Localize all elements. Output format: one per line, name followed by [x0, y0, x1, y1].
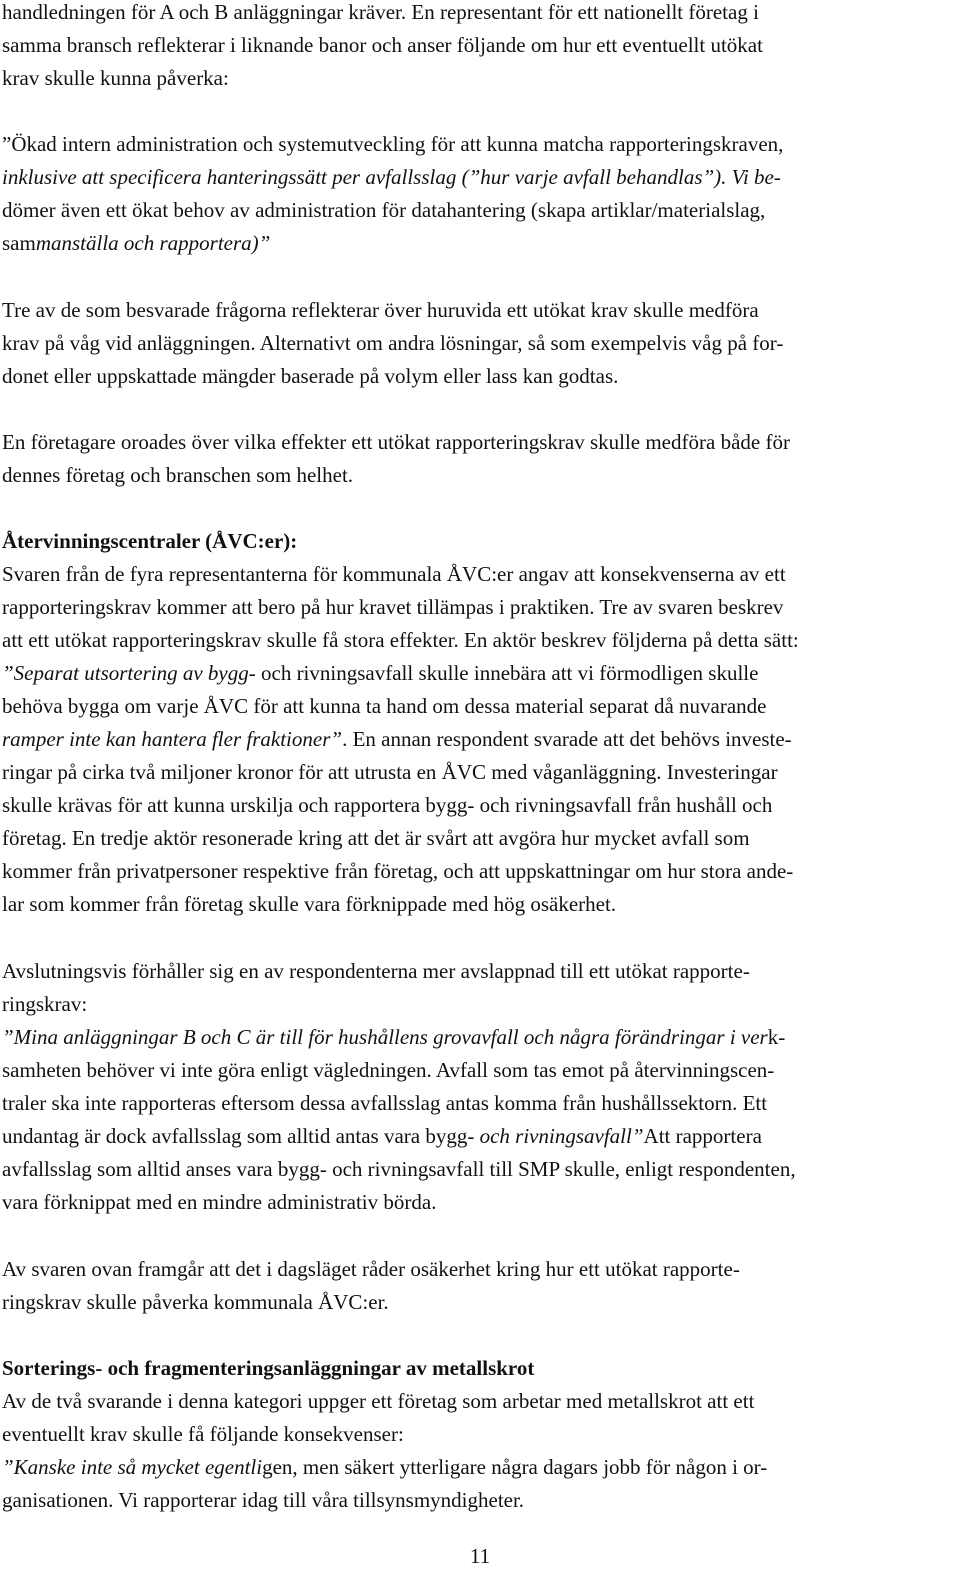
quote-line: inklusive att specificera hanteringssätt per avfallsslag (”hur varje avfall behandlas”). Vi be-	[2, 165, 781, 189]
quote-fragment-italic: manställa och rapportera)”	[35, 231, 271, 255]
text-line: ringskrav skulle påverka kommunala ÅVC:er.	[2, 1290, 389, 1314]
quote-fragment-italic: ”Separat utsortering av bygg	[2, 661, 249, 685]
quote-fragment: gen, men säkert ytterligare några dagars jobb för någon i or-	[262, 1455, 768, 1479]
quote-line: dömer även ett ökat behov av administration för datahantering (skapa artiklar/materialslag,	[2, 198, 766, 222]
quote-line: ”Ökad intern administration och systemutveckling för att kunna matcha rapporteringskraven,	[2, 132, 784, 156]
quote-fragment: undantag är dock avfallsslag som alltid antas vara bygg-	[2, 1124, 480, 1148]
text-line: avfallsslag som alltid anses vara bygg- och rivningsavfall till SMP skulle, enligt respondenten,	[2, 1157, 796, 1181]
text-fragment: Att rapportera	[643, 1124, 762, 1148]
quote-fragment-italic: och rivningsavfall”	[479, 1124, 644, 1148]
quote-fragment-italic: ”Mina anläggningar B och C är till för hushållens grovavfall och några förändringar i ver	[2, 1025, 768, 1049]
text-line: donet eller uppskattade mängder baserade på volym eller lass kan godtas.	[2, 364, 619, 388]
text-line: kommer från privatpersoner respektive från företag, och att uppskattningar om hur stora ande-	[2, 859, 794, 883]
quote-line	[2, 1120, 952, 1152]
text-line: Av svaren ovan framgår att det i dagsläget råder osäkerhet kring hur ett utökat rapporte-	[2, 1257, 740, 1281]
text-line	[2, 723, 952, 755]
quote-fragment-italic: ramper inte kan hantera fler fraktioner”	[2, 727, 343, 751]
quote-line: behöva bygga om varje ÅVC för att kunna ta hand om dessa material separat då nuvarande	[2, 694, 767, 718]
text-line: vara förknippat med en mindre administrativ börda.	[2, 1190, 437, 1214]
quote-line	[2, 1451, 952, 1483]
text-line: dennes företag och branschen som helhet.	[2, 463, 354, 487]
text-line: skulle krävas för att kunna urskilja och rapportera bygg- och rivningsavfall från hushåll och	[2, 793, 773, 817]
quote-line: samheten behöver vi inte göra enligt vägledningen. Avfall som tas emot på återvinningscen-	[2, 1058, 775, 1082]
quote-line: ganisationen. Vi rapporterar idag till våra tillsynsmyndigheter.	[2, 1488, 525, 1512]
text-line: handledningen för A och B anläggningar kräver. En representant för ett nationellt företag i	[2, 0, 759, 24]
text-line: Tre av de som besvarade frågorna reflekterar över huruvida ett utökat krav skulle medföra	[2, 298, 759, 322]
text-line: Avslutningsvis förhåller sig en av respondenterna mer avslappnad till ett utökat rapporte-	[2, 959, 750, 983]
quote-fragment: sam	[2, 231, 36, 255]
quote-fragment: - och rivningsavfall skulle innebära att vi förmodligen skulle	[248, 661, 759, 685]
text-fragment: . En annan respondent svarade att det behövs investe-	[342, 727, 792, 751]
text-line: Av de två svarande i denna kategori uppger ett företag som arbetar med metallskrot att ett	[2, 1389, 755, 1413]
text-line: krav på våg vid anläggningen. Alternativt om andra lösningar, så som exempelvis våg på for-	[2, 331, 784, 355]
text-line: att ett utökat rapporteringskrav skulle få stora effekter. En aktör beskrev följderna på detta sätt:	[2, 628, 799, 652]
quote-line	[2, 227, 952, 259]
text-line: En företagare oroades över vilka effekter ett utökat rapporteringskrav skulle medföra både för	[2, 430, 790, 454]
text-line: rapporteringskrav kommer att bero på hur kravet tillämpas i praktiken. Tre av svaren beskrev	[2, 595, 784, 619]
section-heading: Återvinningscentraler (ÅVC:er):	[2, 529, 298, 553]
quote-line	[2, 1021, 952, 1053]
quote-line: traler ska inte rapporteras eftersom dessa avfallsslag antas komma från hushållssektorn. Ett	[2, 1091, 768, 1115]
text-line: samma bransch reflekterar i liknande banor och anser följande om hur ett eventuellt utökat	[2, 33, 763, 57]
quote-line	[2, 657, 952, 689]
section-heading: Sorterings- och fragmenteringsanläggningar av metallskrot	[2, 1356, 535, 1380]
text-line: ringskrav:	[2, 992, 88, 1016]
text-line: lar som kommer från företag skulle vara förknippade med hög osäkerhet.	[2, 892, 617, 916]
text-line: ringar på cirka två miljoner kronor för att utrusta en ÅVC med våganläggning. Investeringar	[2, 760, 778, 784]
text-line: Svaren från de fyra representanterna för kommunala ÅVC:er angav att konsekvenserna av ett	[2, 562, 786, 586]
text-line: eventuellt krav skulle få följande konsekvenser:	[2, 1422, 404, 1446]
text-line: krav skulle kunna påverka:	[2, 66, 229, 90]
page-number: 11	[469, 1544, 491, 1568]
quote-fragment-italic: ”Kanske inte så mycket egentli	[2, 1455, 263, 1479]
text-line: företag. En tredje aktör resonerade kring att det är svårt att avgöra hur mycket avfall som	[2, 826, 750, 850]
quote-fragment: k-	[767, 1025, 786, 1049]
